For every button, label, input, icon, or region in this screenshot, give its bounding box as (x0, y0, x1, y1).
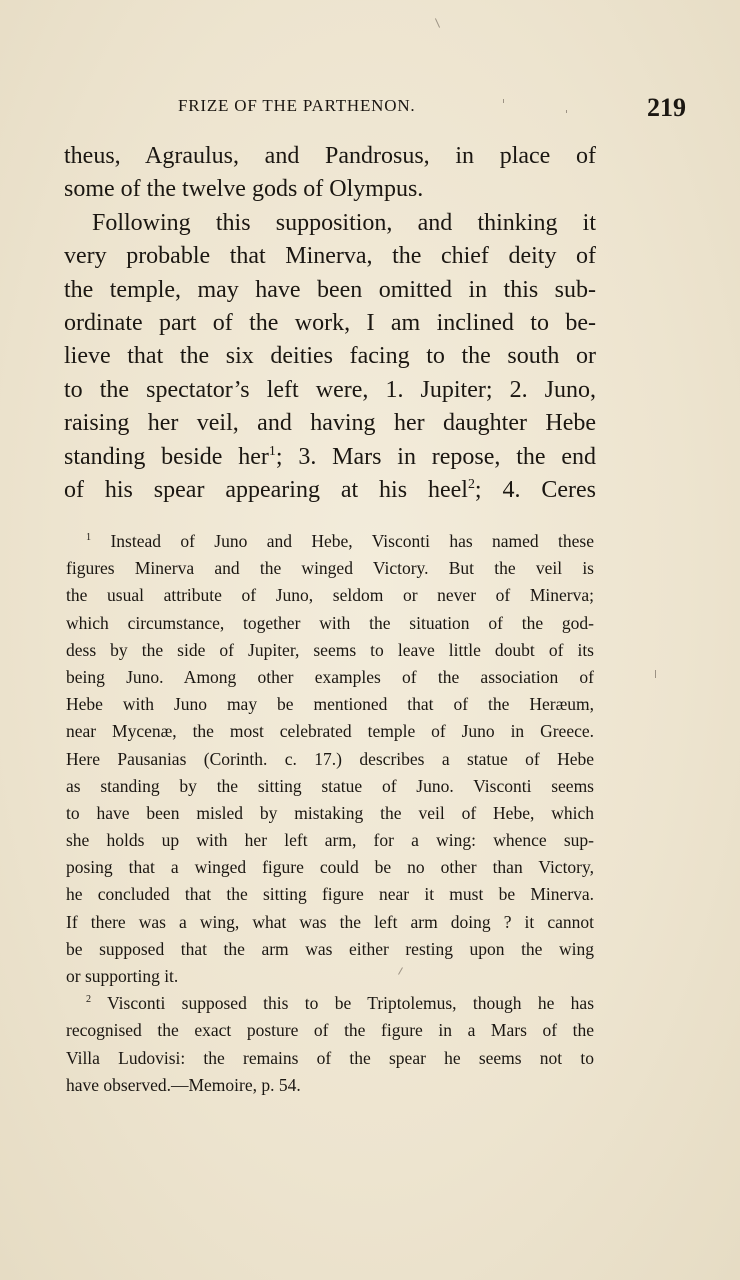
page-header (64, 93, 686, 127)
text-line: to the spectator’s left were, 1. Jupiter; 2. Juno, (64, 376, 596, 403)
page-number: 219 (647, 93, 686, 122)
footnote-line: the usual attribute of Juno, seldom or never of Minerva; (66, 585, 594, 606)
footnote-line: posing that a winged figure could be no other than Victory, (66, 857, 594, 878)
footnote-line: figures Minerva and the winged Victory. But the veil is (66, 558, 594, 579)
main-text (64, 140, 596, 507)
text-line (64, 441, 596, 474)
text-line: some of the twelve gods of Olympus. (64, 176, 424, 203)
footnote-line: to have been misled by mistaking the veil of Hebe, which (66, 802, 594, 823)
footnote-2 (66, 990, 594, 1099)
text-line: Following this supposition, and thinking it (92, 209, 596, 236)
footnote-line: which circumstance, together with the situation of the god- (66, 612, 594, 633)
text-line: theus, Agraulus, and Pandrosus, in place of (64, 143, 596, 169)
footnote-line: he concluded that the sitting figure near it must be Minerva. (66, 884, 594, 905)
footnote-line: dess by the side of Jupiter, seems to leave little doubt of its (66, 639, 594, 660)
paper-speck (435, 18, 440, 27)
footnotes (66, 528, 594, 1099)
footnote-line: being Juno. Among other examples of the association of (66, 666, 594, 687)
footnote-line: near Mycenæ, the most celebrated temple of Juno in Greece. (66, 721, 594, 742)
footnote-line: she holds up with her left arm, for a wing: whence sup- (66, 830, 594, 851)
footnote-marker: 2 (86, 994, 92, 1006)
text-segment: ; 3. Mars in repose, the end (275, 443, 596, 470)
footnote-1 (66, 528, 594, 990)
footnote-line: Villa Ludovisi: the remains of the spear he seems not to (66, 1047, 594, 1068)
text-segment: of his spear appearing at his heel (64, 476, 468, 503)
footnote-line: recognised the exact posture of the figure in a Mars of the (66, 1020, 594, 1041)
running-head: FRIZE OF THE PARTHENON. (178, 96, 416, 115)
text-line (64, 474, 596, 507)
text-line: very probable that Minerva, the chief deity of (64, 243, 596, 270)
footnote-line: be supposed that the arm was either resting upon the wing (66, 938, 594, 959)
text-line: the temple, may have been omitted in this sub- (64, 276, 596, 303)
text-line: ordinate part of the work, I am inclined to be- (64, 309, 596, 336)
text-segment: ; 4. Ceres (474, 476, 596, 503)
footnote-line (66, 990, 594, 1017)
footnote-ref-1: 1 (268, 443, 276, 459)
footnote-line: Hebe with Juno may be mentioned that of the Heræum, (66, 694, 594, 715)
text-line: raising her veil, and having her daughter Hebe (64, 410, 596, 437)
footnote-line: Here Pausanias (Corinth. c. 17.) describes a statue of Hebe (66, 748, 594, 769)
footnote-line: If there was a wing, what was the left arm doing ? it cannot (66, 911, 594, 932)
paper-speck (655, 670, 656, 678)
footnote-ref-2: 2 (467, 476, 475, 492)
text-segment: standing beside her (64, 443, 269, 470)
footnote-marker: 1 (86, 532, 92, 544)
text-line: lieve that the six deities facing to the south or (64, 343, 596, 370)
footnote-line: or supporting it. (66, 966, 179, 986)
footnote-line (66, 528, 594, 555)
footnote-line: as standing by the sitting statue of Juno. Visconti seems (66, 775, 594, 796)
text-segment: Instead of Juno and Hebe, Visconti has named these (110, 531, 594, 551)
text-segment: Visconti supposed this to be Triptolemus, though he has (107, 993, 595, 1014)
footnote-line: have observed.—Memoire, p. 54. (66, 1074, 301, 1095)
